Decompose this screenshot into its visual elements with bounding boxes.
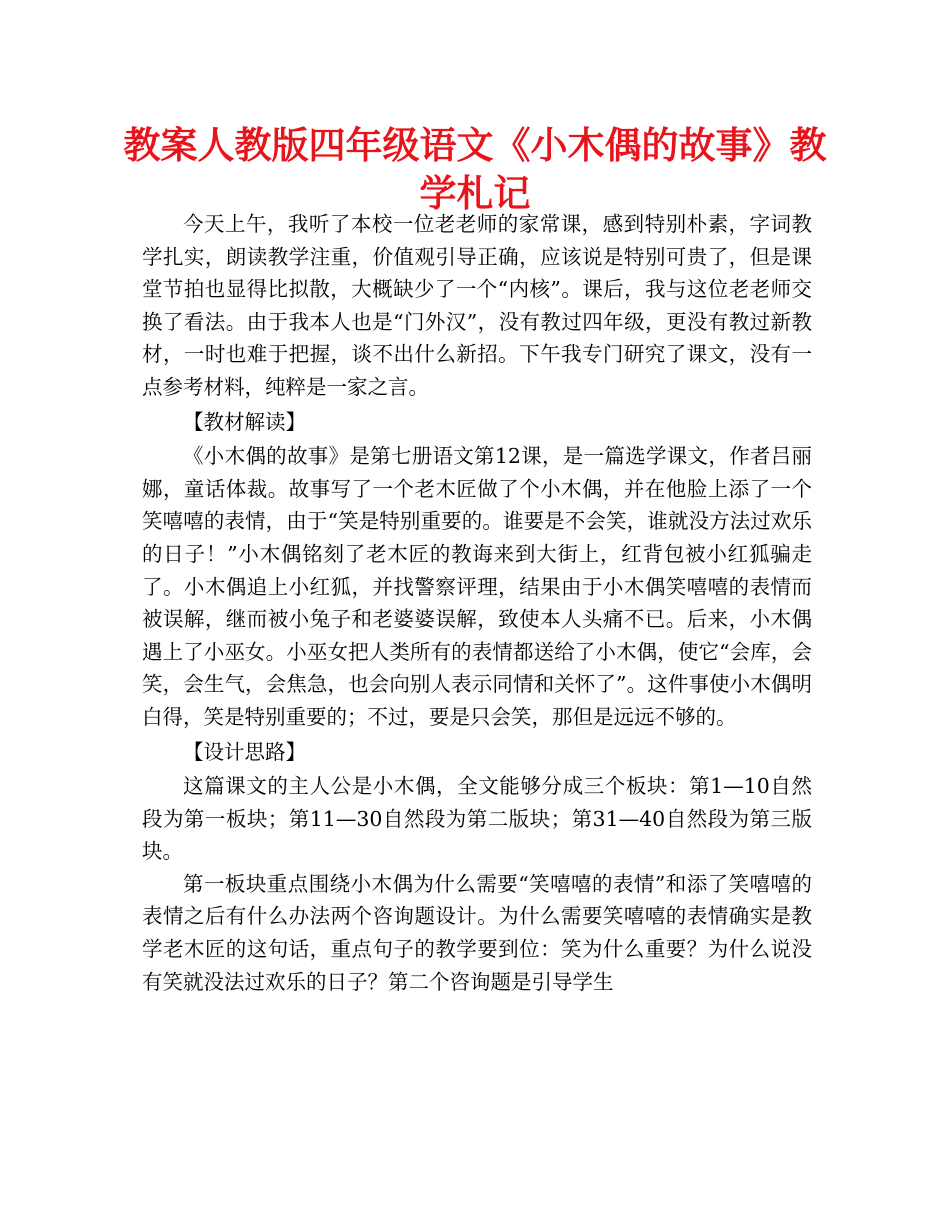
paragraph-textbook-analysis: 《小木偶的故事》是第七册语文第12课，是一篇选学课文，作者吕丽娜，童话体裁。故事写了一个老木匠做了个小木偶，并在他脸上添了一个笑嘻嘻的表情，由于“笑是特别重要的。谁要是不会笑，谁就没方法过欢乐的日子！”小木偶铭刻了老木匠的教诲来到大街上，红背包被小红狐骗走了。小木偶追上小红狐，并找警察评理，结果由于小木偶笑嘻嘻的表情而被误解，继而被小兔子和老婆婆误解，致使本人头痛不已。后来，小木偶遇上了小巫女。小巫女把人类所有的表情都送给了小木偶，使它“会库，会笑，会生气，会焦急，也会向别人表示同情和关怀了”。这件事使小木偶明白得，笑是特别重要的；不过，要是只会笑，那但是远远不够的。	[142, 444, 812, 729]
section-heading-design-ideas: 【设计思路】	[183, 739, 306, 764]
document-body	[142, 208, 812, 998]
paragraph-design-structure: 这篇课文的主人公是小木偶，全文能够分成三个板块：第1—10自然段为第一板块；第11—30自然段为第二版块；第31—40自然段为第三版块。	[142, 774, 812, 864]
section-heading-textbook-analysis: 【教材解读】	[183, 409, 306, 434]
document-title: 教案人教版四年级语文《小木偶的故事》教学札记	[123, 124, 827, 215]
paragraph-intro: 今天上午，我听了本校一位老老师的家常课，感到特别朴素，字词教学扎实，朗读教学注重，价值观引导正确，应该说是特别可贵了，但是课堂节拍也显得比拟散，大概缺少了一个“内核”。课后，我与这位老老师交换了看法。由于我本人也是“门外汉”，没有教过四年级，更没有教过新教材，一时也难于把握，谈不出什么新招。下午我专门研究了课文，没有一点参考材料，纯粹是一家之言。	[142, 212, 812, 399]
paragraph-first-section: 第一板块重点围绕小木偶为什么需要“笑嘻嘻的表情”和添了笑嘻嘻的表情之后有什么办法两个咨询题设计。为什么需要笑嘻嘻的表情确实是教学老木匠的这句话，重点句子的教学要到位：笑为什么重要？为什么说没有笑就没法过欢乐的日子？第二个咨询题是引导学生	[142, 871, 812, 994]
